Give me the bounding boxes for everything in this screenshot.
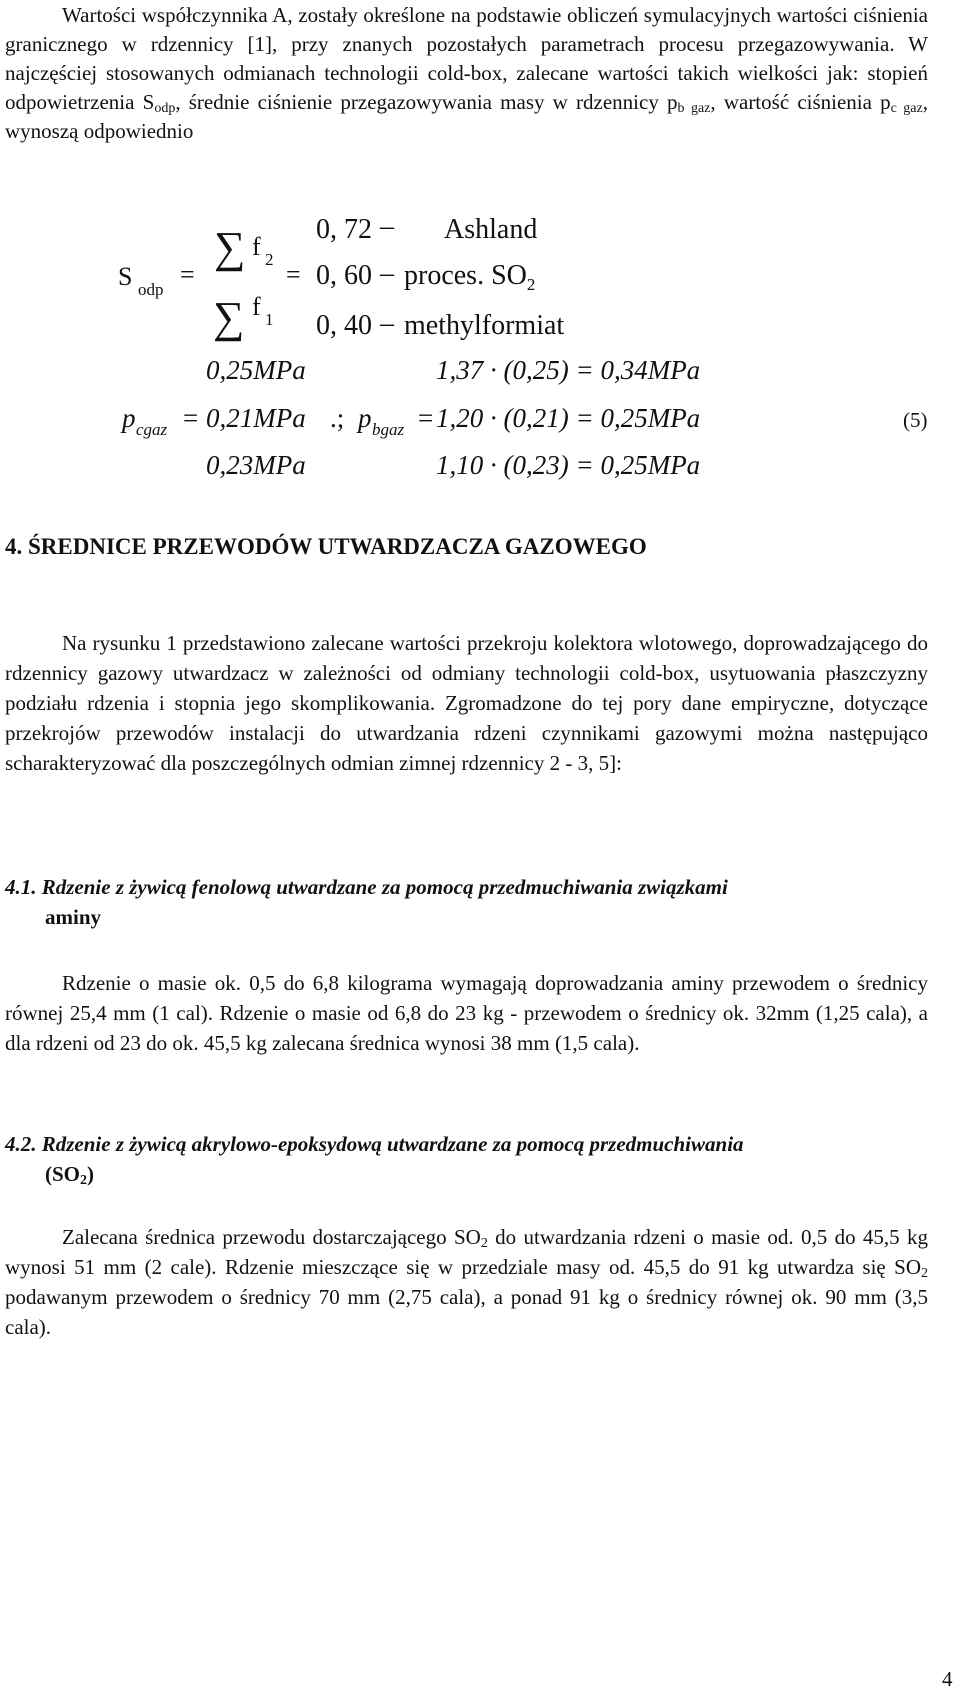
eq1-value-3: 0, 40 (316, 310, 372, 341)
section-4-1-heading-line1: 4.1. Rdzenie z żywicą fenolową utwardzane za pomocą przedmuchiwania związkami (5, 875, 728, 899)
section-4-1-heading-line2: aminy (45, 905, 102, 929)
eq2-r1b: 1,37 · (0,25) = 0,34MPa (436, 355, 701, 385)
eq1-label-proces (404, 260, 535, 295)
section-4-2-heading-end: ) (87, 1162, 95, 1186)
eq1-f1: f (252, 292, 261, 321)
eq1-label-methyl: methylformiat (404, 310, 565, 341)
eq1-label-proces-sub: 2 (526, 275, 536, 294)
section-4-heading: 4. ŚREDNICE PRZEWODÓW UTWARDZACZA GAZOWEGO (5, 534, 647, 559)
eq1-f1-sub: 1 (265, 310, 274, 329)
intro-text-1: Wartości współczynnika A, zostały określone na podstawie obliczeń symulacyjnych wartości ciśnienia granicznego w rdzennicy [1], przy znanych pozostałych parametrach procesu przegazowywania. W najczęściej stosowanych odmianach technologii cold-box, zalecane wartości takich wielkości jak: stopień odpowietrzenia S (5, 3, 928, 114)
eq2-equals-b: = (418, 403, 434, 433)
eq2-p: p (122, 403, 136, 433)
eq2-r3b: 1,10 · (0,23) = 0,25MPa (436, 450, 701, 480)
eq2-p2: p (358, 403, 372, 433)
eq2-r3a: 0,23MPa (206, 450, 306, 480)
section-4-2-heading-sub: 2 (80, 1173, 88, 1188)
eq2-separator: .; (330, 403, 345, 433)
eq1-label-proces-text: proces. SO (404, 260, 527, 291)
eq1-dash-2: – (380, 258, 394, 289)
eq1-label-ashland: Ashland (444, 214, 538, 245)
sum-icon: ∑ (214, 223, 246, 272)
eq1-equals: = (180, 260, 195, 289)
section-4-paragraph: Na rysunku 1 przedstawiono zalecane wartości przekroju kolektora wlotowego, doprowadzającego do rdzennicy gazowy utwardzacz w zależności od odmiany technologii cold-box, usytuowania płaszczyzny podziału rdzenia i stopnia jego skomplikowania. Zgromadzone do tej pory dane empiryczne, dotyczące przekrojów przewodów instalacji do utwardzania rdzeni czynnikami gazowymi można następująco scharakteryzować dla poszczególnych odmian zimnej rdzennicy 2 - 3, 5]: (5, 631, 928, 775)
section-4-2-paragraph (5, 1222, 928, 1342)
section-4-2-heading-so: (SO (45, 1162, 81, 1186)
eq2-r1a: 0,25MPa (206, 355, 306, 385)
section-4-2-text-2: do utwardzania rdzeni o masie od. 0,5 do 45,5 kg wynosi 51 mm (2 cale). Rdzenie mieszczące się w przedziale masy od. 45,5 do 91 kg utwardza się SO (5, 1225, 928, 1279)
intro-text-4: , wynoszą odpowiednio (5, 90, 928, 143)
page-number: 4 (942, 1667, 953, 1691)
section-4-2-text-3: podawanym przewodem o średnicy 70 mm (2,75 cala), a ponad 91 kg o średnicy równej ok. 90 mm (3,5 cala). (5, 1285, 928, 1339)
intro-text-3: , wartość ciśnienia p (710, 90, 891, 114)
section-4-2-heading-line2 (5, 1162, 94, 1186)
section-4-2-heading (5, 1129, 928, 1189)
sum-icon-2: ∑ (213, 293, 245, 342)
section-4-2-text-1: Zalecana średnica przewodu dostarczającego SO (62, 1225, 481, 1249)
eq2-r2b: 1,20 · (0,21) = 0,25MPa (436, 403, 701, 433)
section-4-2-sub-2: 2 (921, 1266, 928, 1281)
eq1-S: S (118, 262, 133, 291)
eq1-f2: f (252, 232, 261, 261)
eq2-cgaz-sub: cgaz (136, 420, 168, 439)
section-4-1-paragraph: Rdzenie o masie ok. 0,5 do 6,8 kilograma wymagają doprowadzania aminy przewodem o średnicy równej 25,4 mm (1 cal). Rdzenie o masie od 6,8 do 23 kg - przewodem o średnicy ok. 32mm (1,25 cala), a dla rdzeni od 23 do ok. 45,5 kg zalecana średnica wynosi 38 mm (1,5 cala). (5, 971, 928, 1055)
eq2-bgaz-sub: bgaz (372, 420, 405, 439)
eq2-equals: = (183, 403, 199, 433)
eq1-dash-3: – (380, 308, 394, 339)
eq2-r2a: 0,21MPa (206, 403, 306, 433)
section-4-2-heading-line1: 4.2. Rdzenie z żywicą akrylowo-epoksydową utwardzane za pomocą przedmuchiwania (5, 1132, 744, 1156)
eq1-dash-1: – (380, 211, 394, 242)
eq1-value-1: 0, 72 (316, 214, 372, 245)
eq1-f2-sub: 2 (265, 250, 274, 269)
subscript-odp: odp (154, 101, 176, 116)
section-4-2-sub-1: 2 (480, 1236, 488, 1251)
subscript-c-gaz: c gaz (890, 101, 923, 116)
eq1-odp-sub: odp (138, 280, 164, 299)
equation-number: (5) (903, 408, 928, 432)
eq1-equals-2: = (286, 260, 301, 289)
eq1-value-2: 0, 60 (316, 260, 372, 291)
intro-paragraph (5, 1, 928, 146)
intro-text-2: , średnie ciśnienie przegazowywania masy w rdzennicy p (175, 90, 678, 114)
subscript-b-gaz: b gaz (677, 101, 711, 116)
section-4-1-heading (5, 872, 928, 932)
